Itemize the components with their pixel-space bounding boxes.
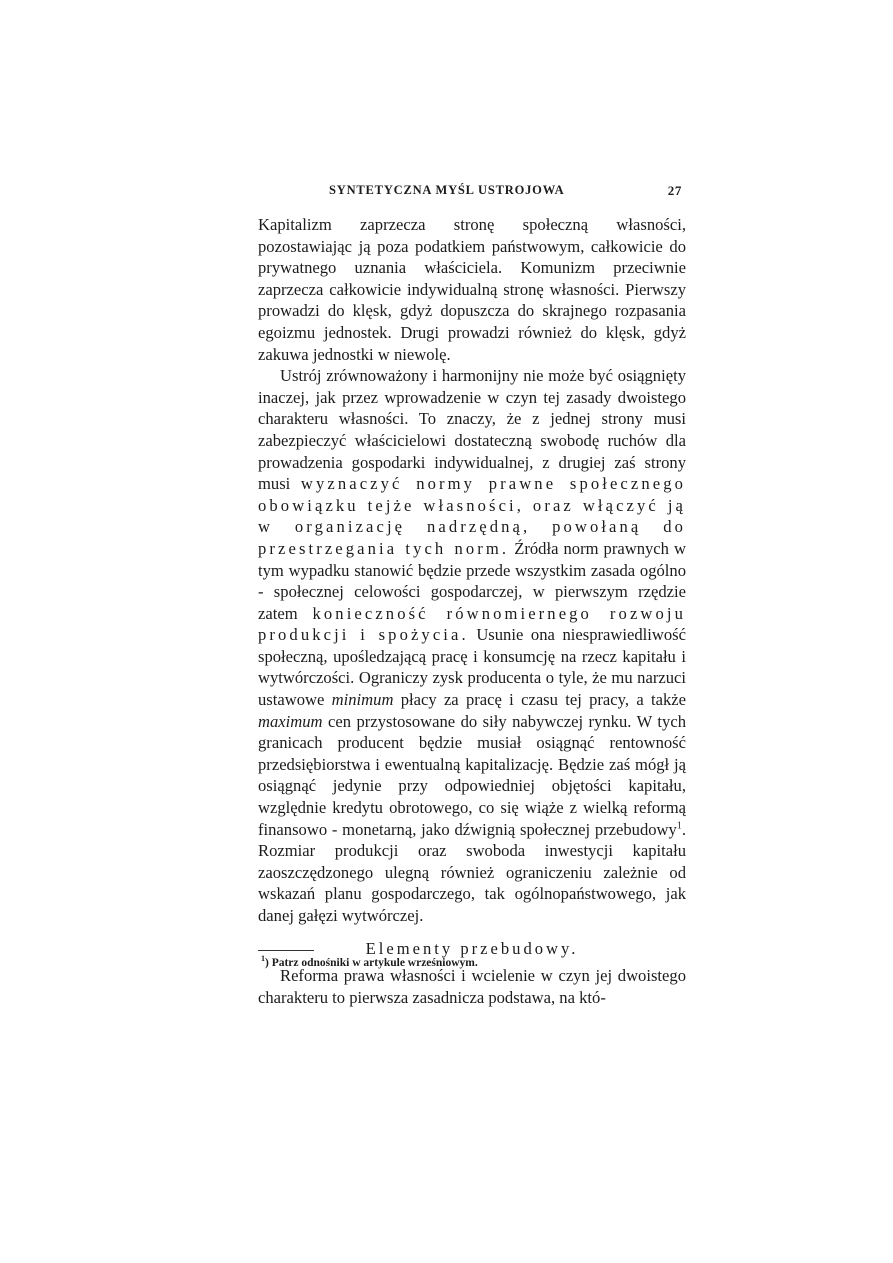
page-number: 27 — [667, 183, 682, 198]
section-heading: Elementy przebudowy. — [365, 938, 579, 958]
paragraph-text: Usunie ona niesprawiedliwość społeczną, upośledzającą pracę i konsumcję na rzecz kapitału i wytwórczości. Ograniczy zysk producenta o tyle, że mu narzuci ustawowe — [258, 625, 686, 710]
section-spacer — [258, 927, 686, 938]
running-header — [258, 183, 686, 203]
footnote-reference[interactable]: 1 — [676, 820, 682, 832]
italic-term: minimum — [331, 690, 394, 710]
paragraph-kapitalizm: Kapitalizm zaprzecza stronę społeczną własności, pozostawiając ją poza podatkiem państwowym, całkowicie do prywatnego uznania właściciela. Komunizm przeciwnie zaprzecza całkowicie indywidualną stronę własności. Pierwszy prowadzi do klęsk, gdyż dopuszcza do skrajnego rozpasania egoizmu jednostek. Drugi prowadzi również do klęsk, gdyż zakuwa jednostki w niewolę. — [258, 215, 686, 364]
footnote-text: ) Patrz odnośniki w artykule wrześniowym. — [265, 957, 478, 969]
paragraph-text: . Rozmiar produkcji oraz swoboda inwestycji kapitału zaoszczędzonego ulegną również ograniczeniu zależnie od wskazań planu gospodarczego, tak ogólnopaństwowego, jak danej gałęzi wytwórczej. — [258, 819, 686, 925]
italic-term: maximum — [258, 711, 323, 731]
paragraph-text: cen przystosowane do siły nabywczej rynku. W tych granicach producent będzie musiał osiągnąć rentowność przedsiębiorstwa i ewentualną kapitalizację. Będzie zaś mógł ją osiągnąć jedynie przy odpowiedniej objętości kapitału, względnie kredytu obrotowego, co się wiąże z wielką reformą finansowo - monetarną, jako dźwignią społecznej przebudowy — [258, 711, 686, 839]
footnote-divider — [258, 950, 314, 951]
paragraph-ustroj — [258, 365, 686, 926]
paragraph-text: płacy za pracę i czasu tej pracy, a także — [393, 690, 686, 710]
paragraph-reforma: Reforma prawa własności i wcielenie w czyn jej dwoistego charakteru to pierwsza zasadnicza podstawa, na któ- — [258, 966, 686, 1007]
paragraph-text: Ustrój zrównoważony i harmonijny nie może być osiągnięty inaczej, jak przez wprowadzenie w czyn tej zasady dwoistego charakteru własności. To znaczy, że z jednej strony musi zabezpieczyć właścicielowi dostateczną swobodę ruchów dla prowadzenia gospodarki indywidualnej, z drugiej zaś strony musi — [258, 366, 686, 494]
footnote — [258, 954, 689, 969]
emphasized-text: konieczność równomiernego rozwoju produkcji i spożycia. — [258, 603, 686, 645]
body-text — [258, 214, 686, 1008]
paragraph-text: Źródła norm prawnych w tym wypadku stanowić będzie przede wszystkim zasada ogólno - społecznej celowości gospodarczej, w pierwszym rzędzie zatem — [258, 538, 687, 623]
footnote-mark: 1 — [261, 954, 265, 964]
emphasized-text: wyznaczyć normy prawne społecznego obowiązku tejże własności, oraz włączyć ją w organizację nadrzędną, powołaną do przestrzegania tych norm. — [258, 474, 686, 558]
running-title: SYNTETYCZNA MYŚL USTROJOWA — [329, 183, 565, 197]
